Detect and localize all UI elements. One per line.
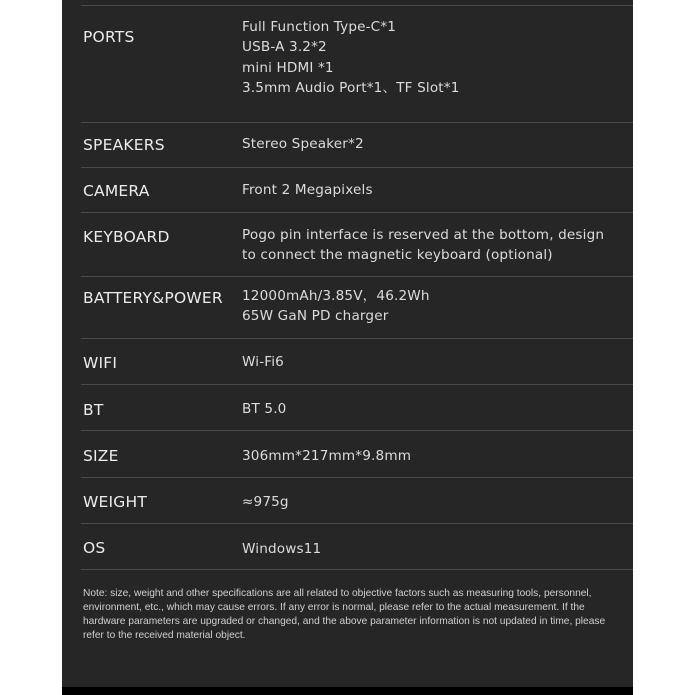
divider <box>81 477 633 478</box>
disclaimer-note: Note: size, weight and other specifications are all related to objective factors such as measuring tools, personnel, environment, etc., which may cause errors. If any error is normal, please refer to the actual measurement. If the hardware parameters are upgraded or changed, and the above parameter information is not updated in time, please refer to the received material object. <box>83 588 606 641</box>
spec-value-line: Windows11 <box>242 541 322 557</box>
spec-value-line: 306mm*217mm*9.8mm <box>242 448 412 464</box>
divider <box>81 523 633 524</box>
spec-value-line: ≈975g <box>242 494 289 510</box>
spec-value <box>242 399 627 419</box>
spec-value-line: 12000mAh/3.85V，46.2Wh <box>242 288 430 304</box>
divider <box>81 338 633 339</box>
spec-value-line: Pogo pin interface is reserved at the bottom, design <box>242 227 605 243</box>
spec-value-line: 3.5mm Audio Port*1、TF Slot*1 <box>242 79 460 96</box>
spec-label: WEIGHT <box>83 493 148 511</box>
spec-label: SPEAKERS <box>83 136 165 154</box>
spec-label: OS <box>83 539 106 557</box>
spec-value-line: to connect the magnetic keyboard (optional) <box>242 247 553 264</box>
divider <box>81 122 633 123</box>
spec-value <box>242 446 627 466</box>
spec-label: BT <box>83 401 104 419</box>
spec-label: BATTERY&POWER <box>83 289 223 307</box>
divider <box>81 384 633 385</box>
spec-sheet-panel <box>62 0 633 687</box>
divider <box>81 569 633 570</box>
divider <box>81 276 633 277</box>
spec-value-line: USB-A 3.2*2 <box>242 39 327 56</box>
spec-label: WIFI <box>83 354 118 372</box>
spec-label: KEYBOARD <box>83 228 170 246</box>
spec-value <box>242 352 627 372</box>
spec-value-line: Stereo Speaker*2 <box>242 136 364 152</box>
spec-value-line: Full Function Type-C*1 <box>242 19 397 35</box>
spec-value-line: 65W GaN PD charger <box>242 308 389 325</box>
spec-label: SIZE <box>83 447 119 465</box>
divider <box>81 430 633 431</box>
spec-value-line: Front 2 Megapixels <box>242 182 373 198</box>
spec-value-line: Wi-Fi6 <box>242 354 284 370</box>
spec-value <box>242 286 627 327</box>
spec-value <box>242 180 627 200</box>
spec-value <box>242 492 627 512</box>
spec-value <box>242 539 627 559</box>
spec-value <box>242 134 627 154</box>
spec-value-line: BT 5.0 <box>242 401 287 417</box>
bottom-bar <box>62 687 633 695</box>
spec-label: PORTS <box>83 28 135 46</box>
divider <box>81 212 633 213</box>
divider <box>81 5 633 6</box>
divider <box>81 167 633 168</box>
spec-value <box>242 225 627 266</box>
spec-value <box>242 17 627 98</box>
spec-label: CAMERA <box>83 182 150 200</box>
spec-value-line: mini HDMI *1 <box>242 59 334 76</box>
